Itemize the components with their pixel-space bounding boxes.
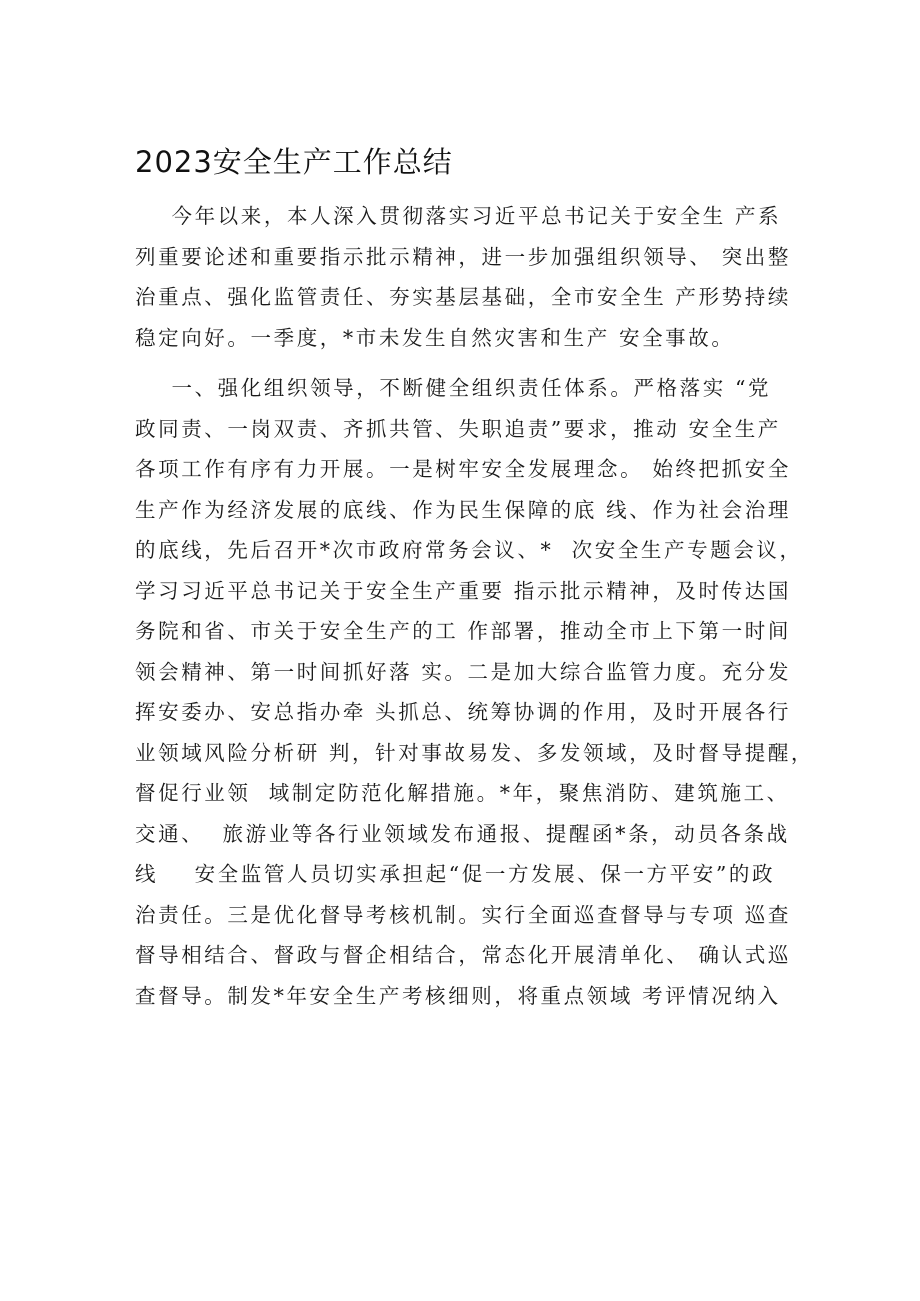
section-one-paragraph [135,368,815,1016]
text-line: 交通、 旅游业等各行业领域发布通报、提醒函*条，动员各条战 [135,821,790,846]
text-line: 稳定向好。一季度，*市未发生自然灾害和生产 安全事故。 [135,325,735,350]
document-title: 2023安全生产工作总结 [135,145,453,179]
text-line: 政同责、一岗双责、齐抓共管、失职追责”要求，推动 安全生产 [135,416,781,441]
text-line: 今年以来，本人深入贯彻落实习近平总书记关于安全生 产系 [135,204,782,228]
text-line: 各项工作有序有力开展。一是树牢安全发展理念。 始终把抓安全 [135,457,791,481]
intro-paragraph [135,196,795,358]
paragraph-spacer [135,358,795,368]
text-line: 列重要论述和重要指示批示精神，进一步加强组织领导、 突出整 [135,244,791,269]
document-body [135,196,815,1016]
text-line: 治责任。三是优化督导考核机制。实行全面巡查督导与专项 巡查 [135,902,791,927]
text-line: 生产作为经济发展的底线、作为民生保障的底 线、作为社会治理 [135,497,791,522]
text-line: 督促行业领 域制定防范化解措施。*年，聚焦消防、建筑施工、 [135,781,790,805]
text-line: 务院和省、市关于安全生产的工 作部署，推动全市上下第一时间 [135,619,791,643]
text-line: 学习习近平总书记关于安全生产重要 指示批示精神，及时传达国 [135,578,791,603]
text-line: 一、强化组织领导，不断健全组织责任体系。严格落实 “党 [135,376,772,400]
text-line: 线 安全监管人员切实承担起“促一方发展、保一方平安”的政 [135,862,776,886]
text-line: 挥安委办、安总指办牵 头抓总、统筹协调的作用，及时开展各行 [135,700,791,724]
text-line: 督导相结合、督政与督企相结合，常态化开展清单化、 确认式巡 [135,943,791,967]
text-line: 治重点、强化监管责任、夯实基层基础，全市安全生 产形势持续 [135,285,791,309]
text-line: 业领域风险分析研 判，针对事故易发、多发领域，及时督导提醒， [135,740,815,765]
text-line: 领会精神、第一时间抓好落 实。二是加大综合监管力度。充分发 [135,659,791,684]
text-line: 查督导。制发*年安全生产考核细则，将重点领域 考评情况纳入 [135,983,781,1008]
text-line: 的底线，先后召开*次市政府常务会议、* 次安全生产专题会议， [135,538,803,562]
